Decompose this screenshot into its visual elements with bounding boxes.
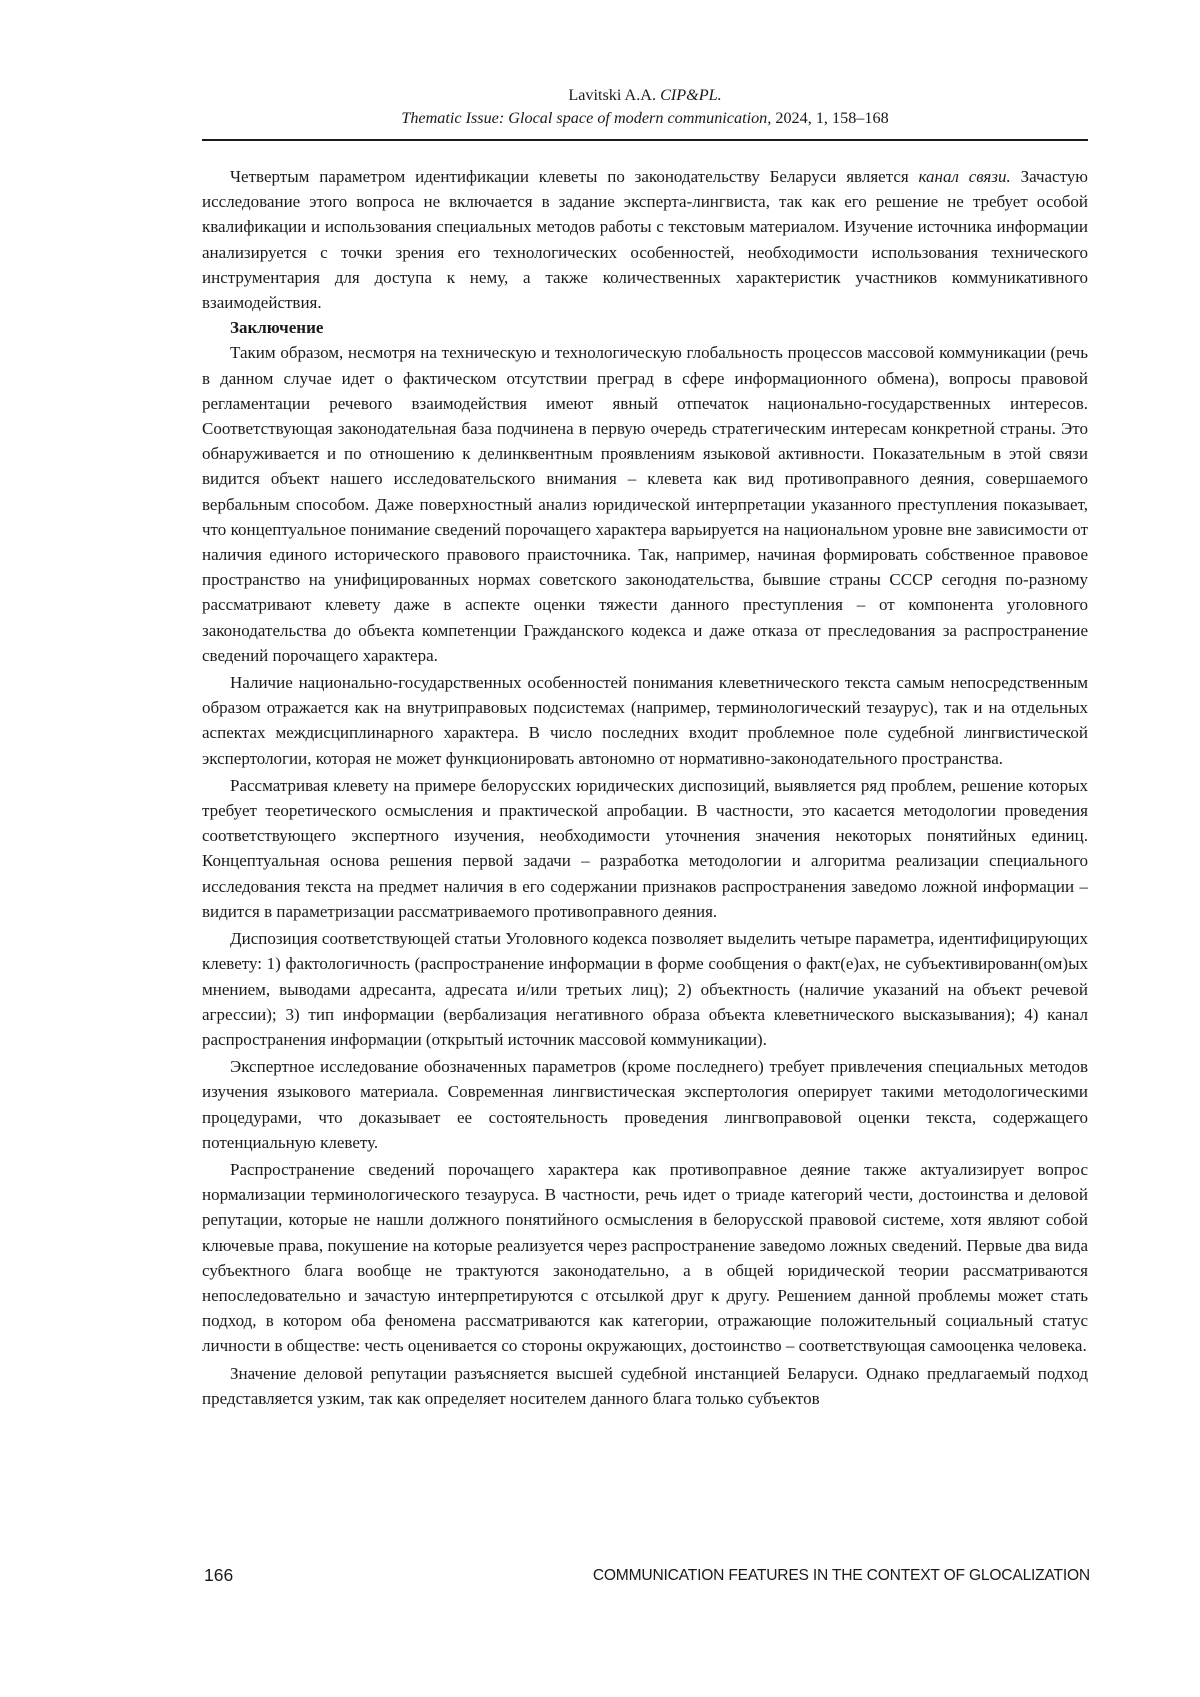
paragraph-conclusion-5: Экспертное исследование обозначенных параметров (кроме последнего) требует привлечения специальных методов изучения языкового материала. Современная лингвистическая экспертология оперирует такими методологическими процедурами, что доказывает ее состоятельность проведения лингвоправовой оценки текста, содержащего потенциальную клевету.	[202, 1057, 1088, 1152]
paragraph-conclusion-6: Распространение сведений порочащего характера как противоправное деяние также актуализирует вопрос нормализации терминологического тезауруса. В частности, речь идет о триаде категорий чести, достоинства и деловой репутации, которые не нашли должного понятийного осмысления в белорусской правовой системе, хотя являют собой ключевые права, покушение на которые реализуется через распространение заведомо ложных сведений. Первые два вида субъектного блага вообще не трактуются законодательно, а в общей юридической теории рассматриваются непоследовательно и зачастую интерпретируются с отсылкой друг к другу. Решением данной проблемы может стать подход, в котором оба феномена рассматриваются как категории, отражающие положительный социальный статус личности в обществе: честь оценивается со стороны окружающих, достоинство – соответствующая самооценка человека.	[202, 1159, 1088, 1356]
paragraph-communication-channel: Четвертым параметром идентификации клеветы по законодательству Беларуси является канал связи. Зачастую исследование этого вопроса не включается в задание эксперта-лингвиста, так как его решение не требует особой квалификации и использования специальных методов работы с текстовым материалом. Изучение источника информации анализируется с точки зрения его технологических особенностей, необходимости использования технического инструментария для доступа к нему, а также количественных характеристик участников коммуникативного взаимодействия.	[202, 167, 1088, 313]
paragraph-conclusion-2: Наличие национально-государственных особенностей понимания клеветнического текста самым непосредственным образом отражается как на внутриправовых подсистемах (например, терминологический тезаурус), так и на отдельных аспектах междисциплинарного характера. В число последних входит проблемное поле судебной лингвистической экспертологии, которая не может функционировать автономно от нормативно-законодательного пространства.	[202, 673, 1088, 768]
running-header	[202, 84, 1088, 130]
emphasis-communication-channel: канал связи.	[918, 167, 1011, 186]
header-citation: 2024, 1, 158–168	[775, 109, 889, 127]
section-heading-conclusion: Заключение	[230, 318, 324, 338]
header-line-1	[202, 84, 1088, 107]
header-authors: Lavitski A.A.	[568, 86, 657, 104]
footer-page-number: 166	[204, 1565, 234, 1585]
header-divider	[202, 139, 1088, 141]
paragraph-conclusion-4: Диспозиция соответствующей статьи Уголовного кодекса позволяет выделить четыре параметра, идентифицирующих клевету: 1) фактологичность (распространение информации в форме сообщения о факт(е)ах, не субъективированн(ом)ых мнением, выводами адресанта, адресата и/или третьих лиц); 2) объектность (наличие указаний на объект речевой агрессии); 3) тип информации (вербализация негативного образа объекта клеветнического высказывания); 4) канал распространения информации (открытый источник массовой коммуникации).	[202, 929, 1088, 1049]
footer-section-title: COMMUNICATION FEATURES IN THE CONTEXT OF GLOCALIZATION	[592, 1567, 1090, 1584]
article-body	[202, 164, 1088, 1411]
paragraph-conclusion-7: Значение деловой репутации разъясняется высшей судебной инстанцией Беларуси. Однако предлагаемый подход представляется узким, так как определяет носителем данного блага только субъектов	[202, 1363, 1088, 1408]
paragraph-conclusion-3: Рассматривая клевету на примере белорусских юридических диспозиций, выявляется ряд проблем, решение которых требует теоретического осмысления и практической апробации. В частности, это касается методологии проведения соответствующего экспертного изучения, необходимости уточнения значения некоторых понятийных единиц. Концептуальная основа решения первой задачи – разработка методологии и алгоритма реализации специального исследования текста на предмет наличия в его содержании признаков распространения заведомо ложной информации – видится в параметризации рассматриваемого противоправного деяния.	[202, 775, 1088, 921]
paragraph-conclusion-1: Таким образом, несмотря на техническую и технологическую глобальность процессов массовой коммуникации (речь в данном случае идет о фактическом отсутствии преград в сфере информационного обмена), вопросы правовой регламентации речевого взаимодействия имеют явный отпечаток национально-государственных интересов. Соответствующая законодательная база подчинена в первую очередь стратегическим интересам конкретной страны. Это обнаруживается и по отношению к делинквентным проявлениям языковой активности. Показательным в этой связи видится объект нашего исследовательского внимания – клевета как вид противоправного деяния, совершаемого вербальным способом. Даже поверхностный анализ юридической интерпретации указанного преступления показывает, что концептуальное понимание сведений порочащего характера варьируется на национальном уровне вне зависимости от наличия единого исторического правового праисточника. Так, например, начиная формировать собственное правовое пространство на унифицированных нормах советского законодательства, бывшие страны СССР сегодня по-разному рассматривают клевету даже в аспекте оценки тяжести данного преступления – от компонента уголовного законодательства до объекта компетенции Гражданского кодекса и даже отказа от преследования за распространение сведений порочащего характера.	[202, 343, 1088, 665]
header-journal: CIP&PL.	[660, 86, 722, 104]
header-line-2	[202, 107, 1088, 130]
header-thematic-issue: Thematic Issue: Glocal space of modern communication,	[401, 109, 772, 127]
